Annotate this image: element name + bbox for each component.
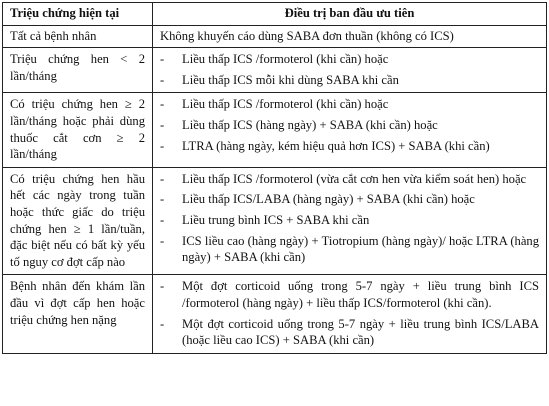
treatment-text: LTRA (hàng ngày, kém hiệu quả hơn ICS) + SABA (khi cần) — [182, 138, 490, 153]
treatment-item — [160, 191, 539, 208]
treatment-cell — [153, 48, 547, 93]
treatment-table — [2, 2, 547, 354]
treatment-text: Liều thấp ICS mỗi khi dùng SABA khi cần — [182, 72, 399, 87]
treatment-item — [160, 72, 539, 89]
bullet-dash: - — [160, 192, 165, 207]
treatment-item — [160, 171, 539, 188]
treatment-text: ICS liều cao (hàng ngày) + Tiotropium (hàng ngày)/ hoặc LTRA (hàng ngày) + SABA (khi cần) — [182, 233, 539, 265]
bullet-dash: - — [160, 279, 165, 294]
treatment-cell — [153, 275, 547, 353]
treatment-item — [160, 51, 539, 68]
treatment-cell — [153, 167, 547, 275]
bullet-dash: - — [160, 316, 165, 331]
table-row — [3, 93, 547, 167]
treatment-cell — [153, 25, 547, 48]
treatment-text: Liều thấp ICS /formoterol (vừa cắt cơn hen vừa kiểm soát hen) hoặc — [182, 171, 527, 186]
treatment-text: Một đợt corticoid uống trong 5-7 ngày + liều trung bình ICS/LABA (hoặc liều cao ICS) + SABA (khi cần) — [182, 316, 539, 348]
bullet-dash: - — [160, 72, 165, 87]
bullet-dash: - — [160, 212, 165, 227]
table-row — [3, 48, 547, 93]
bullet-dash: - — [160, 52, 165, 67]
treatment-text: Liều thấp ICS /formoterol (khi cần) hoặc — [182, 97, 389, 112]
condition-cell: Bệnh nhân đến khám lần đầu vì đợt cấp hen hoặc triệu chứng hen nặng — [3, 275, 153, 353]
treatment-text: Một đợt corticoid uống trong 5-7 ngày + liều trung bình ICS /formoterol (hàng ngày) + liều thấp ICS/formoterol (khi cần). — [182, 279, 539, 310]
table-row — [3, 25, 547, 48]
bullet-dash: - — [160, 233, 165, 248]
table-row — [3, 275, 547, 353]
treatment-item — [160, 212, 539, 229]
treatment-text: Không khuyến cáo dùng SABA đơn thuần (không có ICS) — [160, 28, 454, 43]
condition-cell: Có triệu chứng hen ≥ 2 lần/tháng hoặc phải dùng thuốc cắt cơn ≥ 2 lần/tháng — [3, 93, 153, 167]
treatment-text: Liều thấp ICS/LABA (hàng ngày) + SABA (khi cần) hoặc — [182, 192, 475, 207]
treatment-text: Liều trung bình ICS + SABA khi cần — [182, 212, 370, 227]
table-row — [3, 167, 547, 275]
bullet-dash: - — [160, 171, 165, 186]
treatment-item — [160, 278, 539, 311]
bullet-dash: - — [160, 117, 165, 132]
treatment-item — [160, 96, 539, 113]
treatment-item — [160, 138, 539, 155]
treatment-cell — [153, 93, 547, 167]
header-condition: Triệu chứng hiện tại — [3, 3, 153, 26]
treatment-item — [160, 117, 539, 134]
bullet-dash: - — [160, 97, 165, 112]
header-row — [3, 3, 547, 26]
bullet-dash: - — [160, 138, 165, 153]
treatment-text: Liều thấp ICS (hàng ngày) + SABA (khi cần) hoặc — [182, 117, 438, 132]
treatment-item — [160, 316, 539, 349]
treatment-item — [160, 233, 539, 266]
condition-cell: Triệu chứng hen < 2 lần/tháng — [3, 48, 153, 93]
condition-cell: Tất cả bệnh nhân — [3, 25, 153, 48]
header-treatment: Điều trị ban đầu ưu tiên — [153, 3, 547, 26]
condition-cell: Có triệu chứng hen hầu hết các ngày trong tuần hoặc thức giấc do triệu chứng hen ≥ 1 lần/tuần, đặc biệt nếu có bất kỳ yếu tố nguy cơ đợt cấp nào — [3, 167, 153, 275]
treatment-text: Liều thấp ICS /formoterol (khi cần) hoặc — [182, 52, 389, 67]
